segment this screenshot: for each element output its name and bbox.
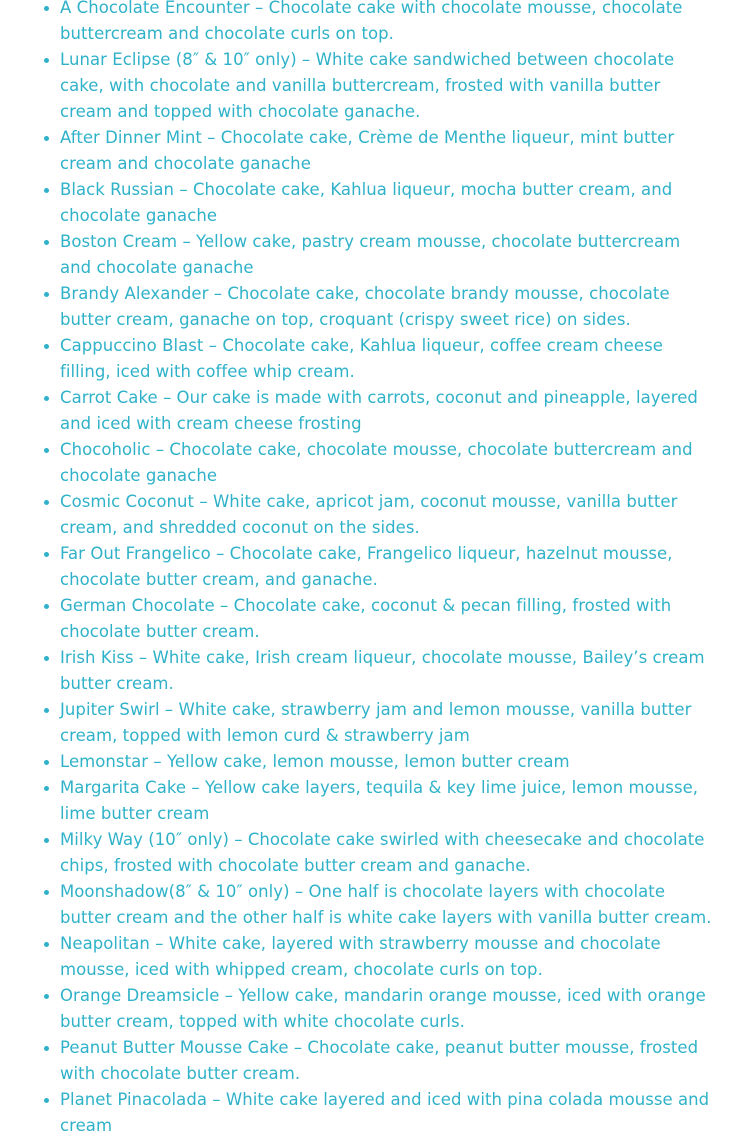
list-item: • Chocoholic – Chocolate cake, chocolate mousse, chocolate buttercream and chocolate ganache [60,437,712,489]
list-item: • Milky Way (10″ only) – Chocolate cake swirled with cheesecake and chocolate chips, frosted with chocolate butter cream and ganache. [60,827,712,879]
list-item: • Carrot Cake – Our cake is made with carrots, coconut and pineapple, layered and iced with cream cheese frosting [60,385,712,437]
list-item: • Boston Cream – Yellow cake, pastry cream mousse, chocolate buttercream and chocolate ganache [60,229,712,281]
list-item: • Cappuccino Blast – Chocolate cake, Kahlua liqueur, coffee cream cheese filling, iced with coffee whip cream. [60,333,712,385]
list-item: • Orange Dreamsicle – Yellow cake, mandarin orange mousse, iced with orange butter cream, topped with white chocolate curls. [60,983,712,1035]
list-item: • Brandy Alexander – Chocolate cake, chocolate brandy mousse, chocolate butter cream, ganache on top, croquant (crispy sweet rice) on sides. [60,281,712,333]
list-item: • A Chocolate Encounter – Chocolate cake with chocolate mousse, chocolate buttercream and chocolate curls on top. [60,0,712,47]
list-item: • Jupiter Swirl – White cake, strawberry jam and lemon mousse, vanilla butter cream, topped with lemon curd & strawberry jam [60,697,712,749]
list-item: • Planet Pinacolada – White cake layered and iced with pina colada mousse and cream [60,1087,712,1139]
list-item: • German Chocolate – Chocolate cake, coconut & pecan filling, frosted with chocolate butter cream. [60,593,712,645]
list-item: • Far Out Frangelico – Chocolate cake, Frangelico liqueur, hazelnut mousse, chocolate butter cream, and ganache. [60,541,712,593]
list-item: • Lemonstar – Yellow cake, lemon mousse, lemon butter cream [60,749,712,775]
list-item: • Neapolitan – White cake, layered with strawberry mousse and chocolate mousse, iced with whipped cream, chocolate curls on top. [60,931,712,983]
list-item: • Moonshadow(8″ & 10″ only) – One half is chocolate layers with chocolate butter cream and the other half is white cake layers with vanilla butter cream. [60,879,712,931]
list-item: • Cosmic Coconut – White cake, apricot jam, coconut mousse, vanilla butter cream, and shredded coconut on the sides. [60,489,712,541]
list-item: • Black Russian – Chocolate cake, Kahlua liqueur, mocha butter cream, and chocolate ganache [60,177,712,229]
list-item: • After Dinner Mint – Chocolate cake, Crème de Menthe liqueur, mint butter cream and chocolate ganache [60,125,712,177]
list-item: • Lunar Eclipse (8″ & 10″ only) – White cake sandwiched between chocolate cake, with chocolate and vanilla buttercream, frosted with vanilla butter cream and topped with chocolate ganache. [60,47,712,125]
list-item: • Margarita Cake – Yellow cake layers, tequila & key lime juice, lemon mousse, lime butter cream [60,775,712,827]
list-item: • Peanut Butter Mousse Cake – Chocolate cake, peanut butter mousse, frosted with chocolate butter cream. [60,1035,712,1087]
list-item: • Irish Kiss – White cake, Irish cream liqueur, chocolate mousse, Bailey’s cream butter cream. [60,645,712,697]
